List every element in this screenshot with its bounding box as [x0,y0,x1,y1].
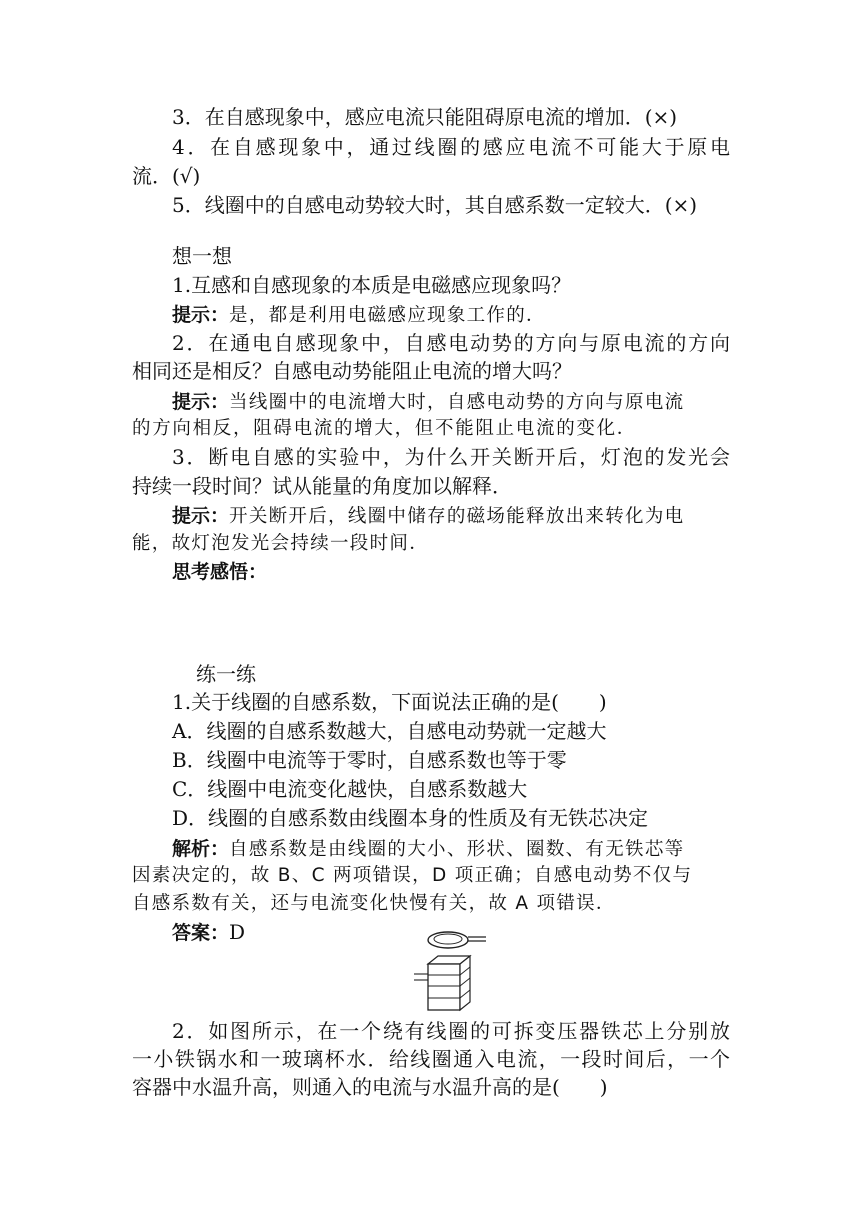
practice-option-b: B．线圈中电流等于零时，自感系数也等于零 [172,748,567,772]
think-hint-1 [172,300,546,330]
think-hint-2-line1 [172,387,684,417]
practice-option-a: A．线圈的自感系数越大，自感电动势就一定越大 [172,719,607,743]
think-question-3-line2: 持续一段时间？试从能量的角度加以解释． [132,474,512,498]
practice-question-2-line1: 2．如图所示，在一个绕有线圈的可拆变压器铁芯上分别放 [172,1019,730,1043]
transformer-figure [410,928,490,1014]
think-hint-3-line2: 能，故灯泡发光会持续一段时间． [132,533,430,554]
hint-label: 提示： [172,304,230,326]
judgment-5: 5．线圈中的自感电动势较大时，其自感系数一定较大．(×) [172,193,698,217]
practice-analysis-line1 [172,834,684,864]
practice-question-2-line3: 容器中水温升高，则通入的电流与水温升高的是( ) [132,1075,608,1099]
analysis-text: 自感系数是由线圈的大小、形状、圈数、有无铁芯等 [229,839,685,860]
think-question-2-line1: 2．在通电自感现象中，自感电动势的方向与原电流的方向 [172,331,730,355]
think-question-3-line1: 3．断电自感的实验中，为什么开关断开后，灯泡的发光会 [172,445,730,469]
think-question-2-line2: 相同还是相反？自感电动势能阻止电流的增大吗？ [132,359,572,383]
think-hint-2-line2: 的方向相反，阻碍电流的增大，但不能阻止电流的变化． [132,418,638,439]
hint-label: 提示： [172,505,230,527]
practice-analysis-line2: 因素决定的，故 B、C 两项错误，D 项正确；自感电动势不仅与 [132,865,693,886]
judgment-4-line2: 流．(√) [132,164,201,188]
judgment-3: 3．在自感现象中，感应电流只能阻碍原电流的增加．(×) [172,105,678,129]
answer-label: 答案： [172,922,230,944]
answer-value: D [229,920,246,944]
think-question-1: 1.互感和自感现象的本质是电磁感应现象吗？ [172,273,572,297]
practice-question-1-stem: 1.关于线圈的自感系数，下面说法正确的是( ) [172,690,607,714]
practice-answer [172,918,245,947]
judgment-4-line1: 4．在自感现象中，通过线圈的感应电流不可能大于原电 [172,135,730,159]
reflection-label: 思考感悟： [172,561,268,583]
reflection-row [172,557,267,586]
hint-text: 当线圈中的电流增大时，自感电动势的方向与原电流 [229,392,685,413]
practice-question-2-line2: 一小铁锅水和一玻璃杯水．给线圈通入电流，一段时间后，一个 [132,1047,730,1071]
practice-analysis-line3: 自感系数有关，还与电流变化快慢有关，故 A 项错误． [132,893,616,914]
hint-label: 提示： [172,391,230,413]
practice-option-d: D．线圈的自感系数由线圈本身的性质及有无铁芯决定 [172,806,649,830]
think-heading: 想一想 [172,244,232,268]
practice-option-c: C．线圈中电流变化越快，自感系数越大 [172,777,528,801]
practice-heading: 练一练 [196,662,256,686]
analysis-label: 解析： [172,838,230,860]
hint-text: 开关断开后，线圈中储存的磁场能释放出来转化为电 [229,506,685,527]
hint-text: 是，都是利用电磁感应现象工作的． [229,305,546,326]
think-hint-3-line1 [172,501,684,531]
